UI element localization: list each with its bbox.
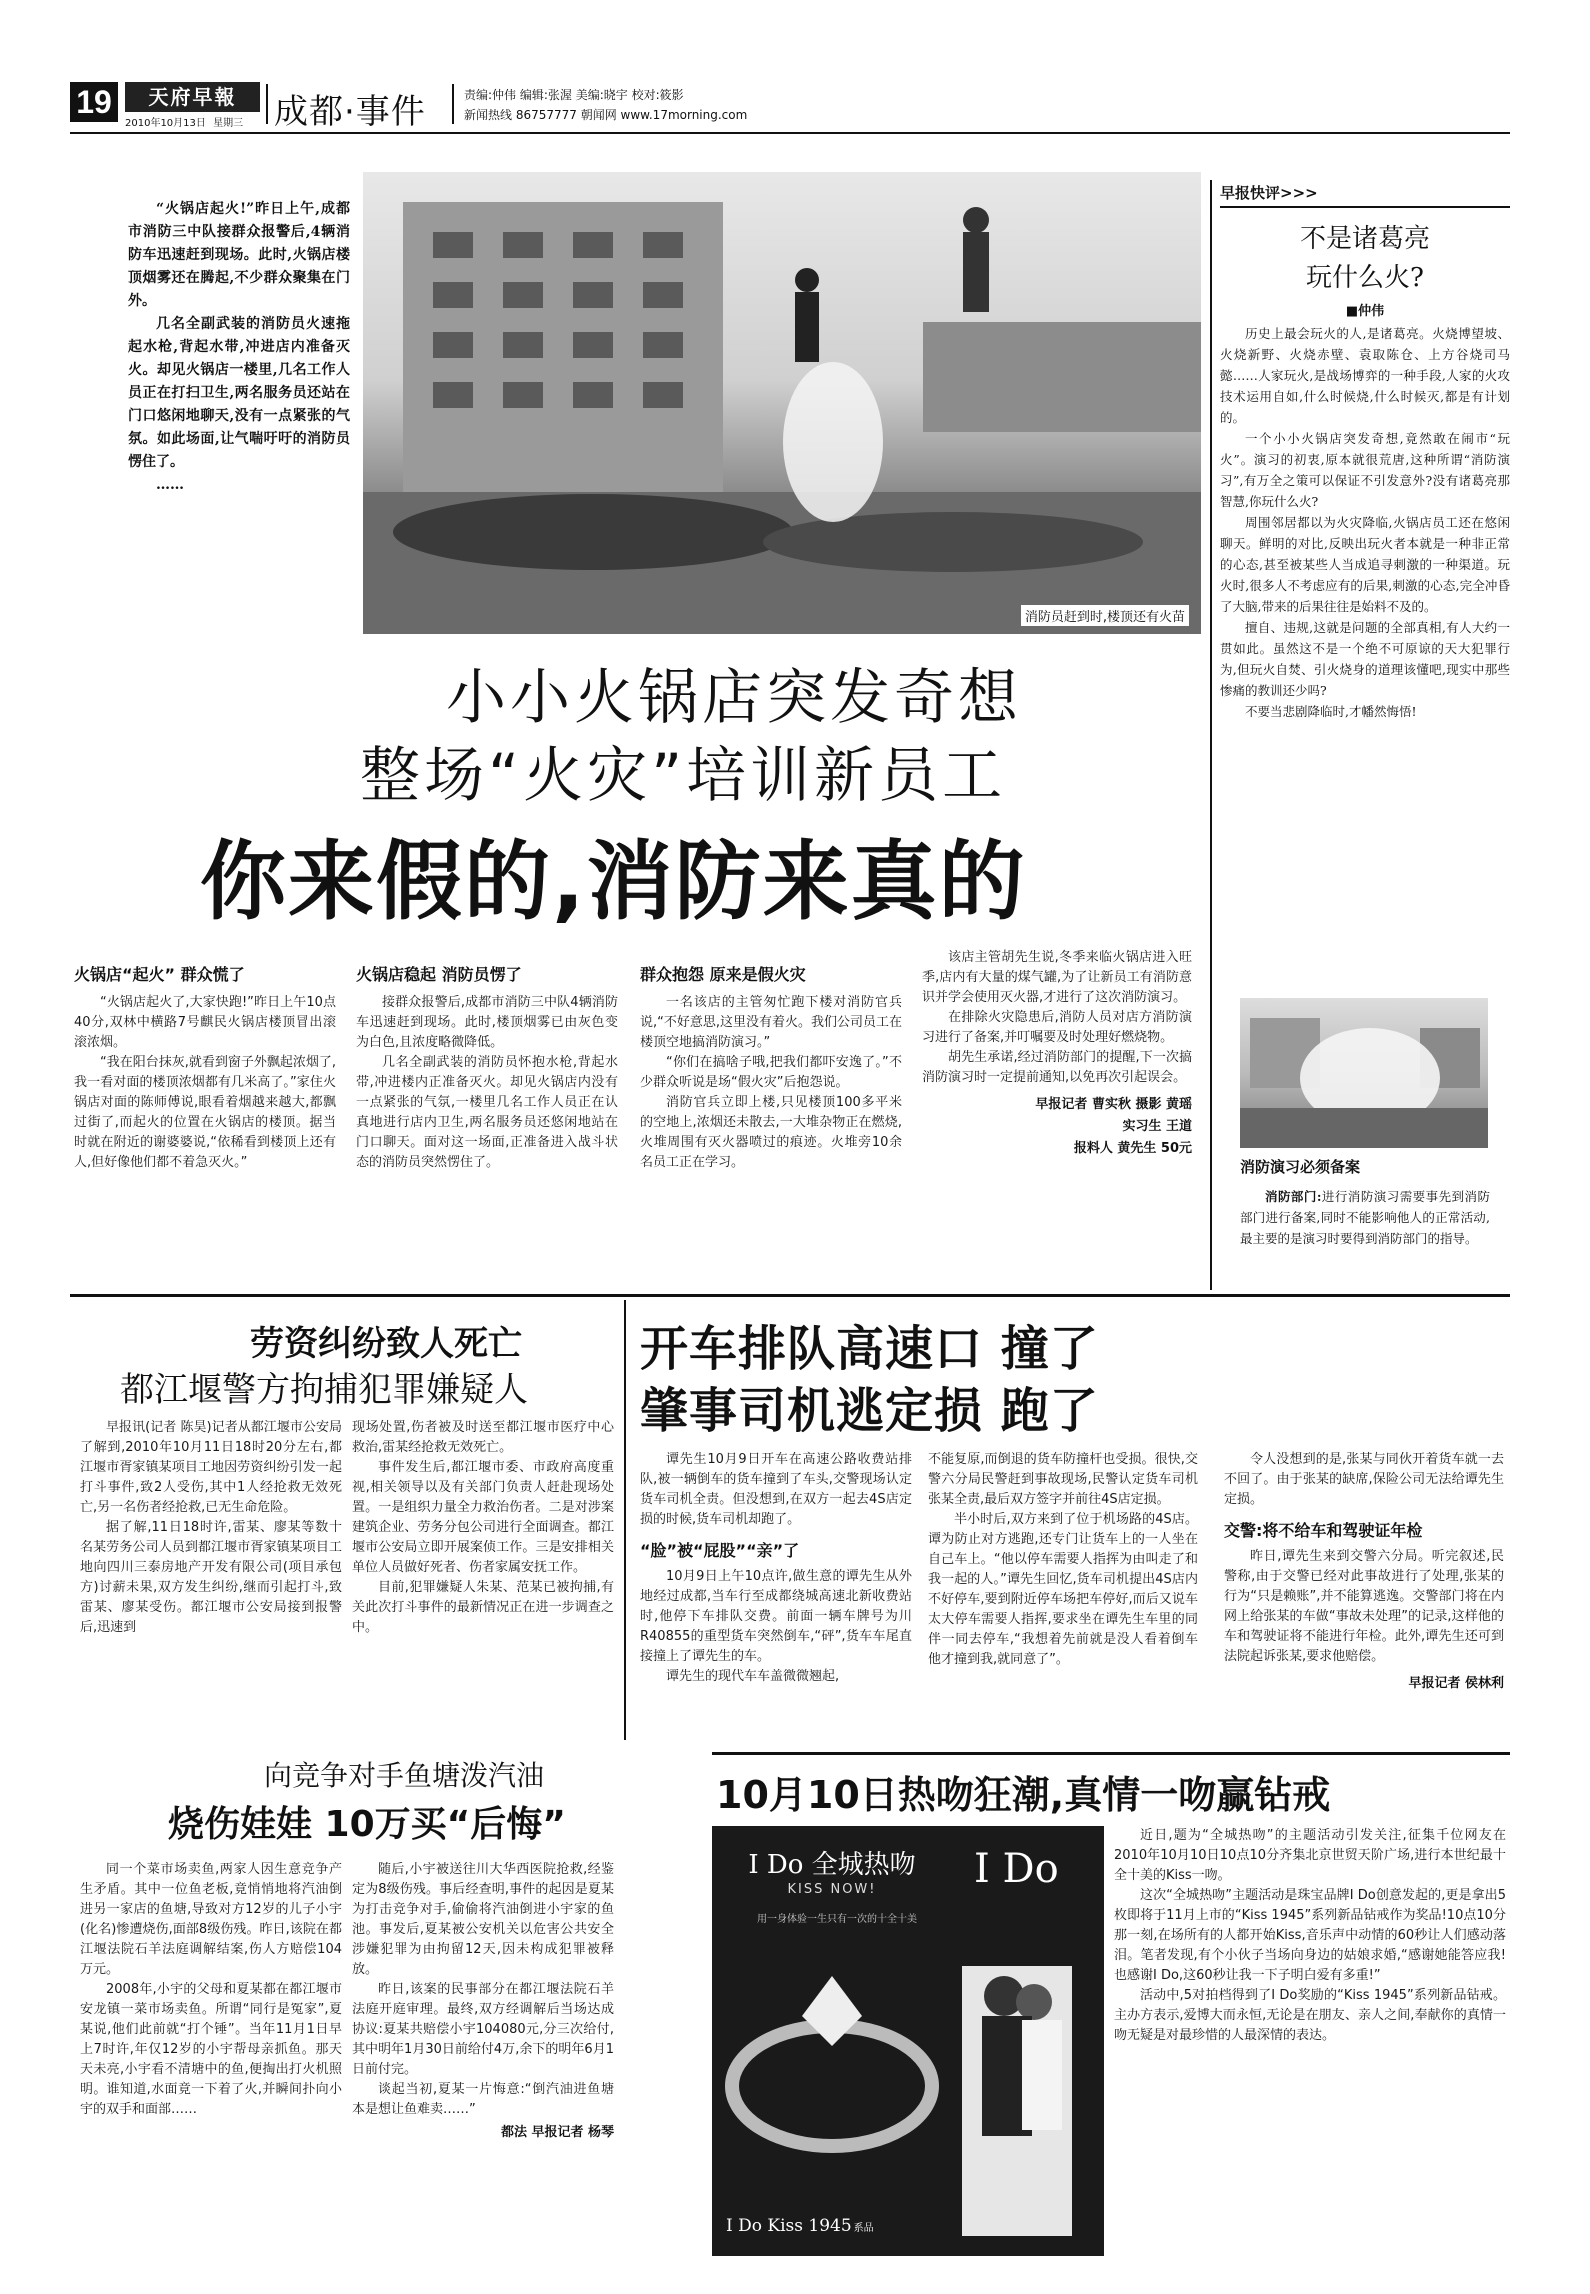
paragraph: 消防官兵立即上楼,只见楼顶100多平米的空地上,浓烟还未散去,一大堆杂物正在燃烧,火堆周围有灭火器喷过的痕迹。火堆旁10余名员工正在学习。 xyxy=(640,1095,902,1170)
paragraph: 谈起当初,夏某一片悔意:“倒汽油进鱼塘本是想让鱼难卖……” xyxy=(352,2082,614,2117)
date-text: 2010年10月13日 xyxy=(125,118,206,129)
byline: 早报记者 侯林利 xyxy=(1408,1676,1504,1691)
sidebar-title-2: 玩什么火? xyxy=(1306,263,1424,293)
editors-line: 责编:仲伟 编辑:张渥 美编:晓宇 校对:筱影 xyxy=(464,88,684,102)
note-label: 消防部门: xyxy=(1265,1189,1322,1204)
headline-line-1: 小小火锅店突发奇想 xyxy=(446,663,1022,733)
section-rule-1 xyxy=(70,1294,1510,1297)
story3-headline-2: 肇事司机逃定损 跑了 xyxy=(640,1383,1099,1439)
paragraph: 随后,小宇被送往川大华西医院抢救,经鉴定为8级伤残。事后经查明,事件的起因是夏某为打击竞争对手,偷偷将汽油倒进小宇家的鱼池。事发后,夏某被公安机关以危害公共安全涉嫌犯罪为由拘留12天,因未构成犯罪被释放。 xyxy=(352,1862,614,1977)
hotline-line: 新闻热线 86757777 朝闻网 www.17morning.com xyxy=(464,108,748,122)
paragraph: 半小时后,双方来到了位于机场路的4S店。谭为防止对方逃跑,还专门让货车上的一人坐在自己车上。“他以停车需要人指挥为由叫走了和我一起的人。”谭先生回忆,货车司机提出4S店内不好停车,要到附近停车场把车停好,而后又说车太大停车需要人指挥,要求坐在谭先生车里的同伴一同去停车,“我想着先前就是没人看着倒车他才撞到我,就同意了”。 xyxy=(928,1512,1198,1667)
lead-column-3 xyxy=(640,962,902,1173)
ad-subtitle: KISS NOW! xyxy=(787,1882,877,1897)
sidebar-commentary xyxy=(1220,182,1510,722)
intro-paragraph: 几名全副武装的消防员火速拖起水枪,背起水带,冲进店内准备灭火。却见火锅店一楼里,几名工作人员正在打扫卫生,两名服务员还站在门口悠闲地聊天,没有一点紧张的气氛。如此场面,让气喘吁吁的消防员愣住了。 xyxy=(128,316,350,470)
page-number: 19 xyxy=(70,82,118,122)
lead-intro xyxy=(128,198,350,497)
ad-brand-mark: I Do xyxy=(974,1846,1059,1892)
issue-date xyxy=(125,114,243,129)
paragraph: 近日,题为“全城热吻”的主题活动引发关注,征集千位网友在2010年10月10日10点10分齐集北京世贸天阶广场,进行本世纪最十全十美的Kiss一吻。 xyxy=(1114,1828,1506,1883)
ad-product-name xyxy=(726,2216,874,2236)
story2-headline-1: 劳资纠纷致人死亡 xyxy=(250,1324,522,1364)
ring-and-couple-illustration xyxy=(712,1936,1104,2256)
intro-ellipsis: …… xyxy=(156,477,184,493)
byline: 早报记者 曹实秋 摄影 黄瑶 xyxy=(1035,1097,1192,1112)
sidebar-label: 早报快评>>> xyxy=(1220,182,1510,208)
story2-headline-2: 都江堰警方拘捕犯罪嫌疑人 xyxy=(120,1370,528,1410)
byline: 都法 早报记者 杨琴 xyxy=(500,2125,614,2140)
paragraph: 昨日,该案的民事部分在都江堰法院石羊法庭开庭审理。最终,双方经调解后当场达成协议:夏某共赔偿小宇104080元,分三次给付,其中明年1月30日前给付4万,余下的明年6月1日前付完。 xyxy=(352,1982,614,2077)
paragraph: 不要当悲剧降临时,才幡然悔悟! xyxy=(1245,704,1417,719)
paragraph: 现场处置,伤者被及时送至都江堰市医疗中心救治,雷某经抢救无效死亡。 xyxy=(352,1420,614,1455)
intro-paragraph: “火锅店起火!”昨日上午,成都市消防三中队接群众报警后,4辆消防车迅速赶到现场。此时,火锅店楼顶烟雾还在腾起,不少群众聚集在门外。 xyxy=(128,201,350,309)
paragraph: 不能复原,而倒退的货车防撞杆也受损。很快,交警六分局民警赶到事故现场,民警认定货车司机张某全责,最后双方签字并前往4S店定损。 xyxy=(928,1452,1198,1507)
paragraph: 10月9日上午10点许,做生意的谭先生从外地经过成都,当车行至成都绕城高速北新收费站时,他停下车排队交费。前面一辆车牌号为川R40855的重型货车突然倒车,“砰”,货车车尾直接撞上了谭先生的车。 xyxy=(640,1569,912,1664)
paragraph: 2008年,小宇的父母和夏某都在都江堰市安龙镇一菜市场卖鱼。所谓“同行是冤家”,夏某说,他们此前就“打个锤”。当年11月1日早上7时许,年仅12岁的小宇帮母亲抓鱼。那天天未亮,小宇看不清塘中的鱼,便掏出打火机照明。谁知道,水面竟一下着了火,并瞬间扑向小宇的双手和面部…… xyxy=(80,1982,342,2117)
paragraph: 在排除火灾隐患后,消防人员对店方消防演习进行了备案,并叮嘱要及时处理好燃烧物。 xyxy=(922,1010,1192,1045)
byline: 报料人 黄先生 50元 xyxy=(1073,1141,1192,1156)
sidebar-title-1: 不是诸葛亮 xyxy=(1299,224,1430,254)
newspaper-logo: 天府早報 xyxy=(125,82,260,112)
paragraph: 历史上最会玩火的人,是诸葛亮。火烧博望坡、火烧新野、火烧赤壁、袁取陈仓、上方谷烧司马懿……人家玩火,是战场博弈的一种手段,人家的火攻技术运用自如,什么时候烧,什么时候灭,都是有计划的。 xyxy=(1220,326,1510,425)
paragraph: 一名该店的主管匆忙跑下楼对消防官兵说,“不好意思,这里没有着火。我们公司员工在楼顶空地搞消防演习。” xyxy=(640,995,902,1050)
drill-smoke-illustration xyxy=(1240,998,1488,1148)
paragraph: 擅自、违规,这就是问题的全部真相,有人大约一贯如此。虽然这不是一个绝不可原谅的天大犯罪行为,但玩火自焚、引火烧身的道理该懂吧,现实中那些惨痛的教训还少吗? xyxy=(1220,620,1510,698)
page-header xyxy=(70,82,1510,134)
sidebar-photo-drill xyxy=(1240,998,1488,1148)
paragraph: 接群众报警后,成都市消防三中队4辆消防车迅速赶到现场。此时,楼顶烟雾已由灰色变为白色,且浓度略微降低。 xyxy=(356,995,618,1050)
paragraph: “火锅店起火了,大家快跑!”昨日上午10点40分,双林中横路7号麒民火锅店楼顶冒出滚滚浓烟。 xyxy=(74,995,336,1050)
story3-column-2 xyxy=(928,1450,1198,1670)
section-title: 成都·事件 xyxy=(274,92,426,132)
story5-top-rule xyxy=(712,1752,1510,1755)
lead-column-2 xyxy=(356,962,618,1173)
paragraph: 该店主管胡先生说,冬季来临火锅店进入旺季,店内有大量的煤气罐,为了让新员工有消防意识并学会使用灭火器,才进行了这次消防演习。 xyxy=(922,950,1192,1005)
paragraph: 胡先生承诺,经过消防部门的提醒,下一次搞消防演习时一定提前通知,以免再次引起误会。 xyxy=(922,1050,1192,1085)
story4-column-1 xyxy=(80,1860,342,2120)
header-divider xyxy=(266,84,268,124)
subhead: 群众抱怨 原来是假火灾 xyxy=(640,965,806,984)
paragraph: 令人没想到的是,张某与同伙开着货车就一去不回了。由于张某的缺席,保险公司无法给谭先生定损。 xyxy=(1224,1452,1504,1507)
ad-product-label: I Do Kiss 1945 xyxy=(726,2216,852,2236)
headline-line-3: 你来假的,消防来真的 xyxy=(200,832,1027,932)
sidebar-photo-caption: 消防演习必须备案 xyxy=(1240,1158,1361,1176)
story2-column-2 xyxy=(352,1418,614,1638)
story4-headline-2: 烧伤娃娃 10万买“后悔” xyxy=(168,1804,566,1845)
paragraph: 昨日,谭先生来到交警六分局。听完叙述,民警称,由于交警已经对此事故进行了处理,张某的行为“只是赖账”,并不能算逃逸。交警部门将在内网上给张某的车做“事故未处理”的记录,这样他的车和驾驶证将不能进行年检。此外,谭先生还可到法院起诉张某,要求他赔偿。 xyxy=(1224,1549,1504,1664)
paragraph: “你们在搞啥子哦,把我们都吓安逸了。”不少群众听说是场“假火灾”后抱怨说。 xyxy=(640,1055,902,1090)
paragraph: 早报讯(记者 陈昊)记者从都江堰市公安局了解到,2010年10月11日18时20分左右,都江堰市胥家镇某项目工地因劳资纠纷引发一起打斗事件,致2人受伤,其中1人经抢救无效死亡,另一名伤者经抢救,已无生命危险。 xyxy=(80,1420,342,1515)
paragraph: 同一个菜市场卖鱼,两家人因生意竞争产生矛盾。其中一位鱼老板,竟悄悄地将汽油倒进另一家店的鱼塘,导致对方12岁的儿子小宇(化名)惨遭烧伤,面部8级伤残。昨日,该院在都江堰法院石羊法庭调解结案,伤人方赔偿104万元。 xyxy=(80,1862,342,1977)
photo-caption: 消防员赶到时,楼顶还有火苗 xyxy=(1021,605,1189,626)
paragraph: 几名全副武装的消防员怀抱水枪,背起水带,冲进楼内正准备灭火。却见火锅店内没有一点紧张的气氛,一楼里几名工作人员正在认真地进行店内卫生,两名服务员还悠闲地站在门口聊天。面对这一场面,正准备进入战斗状态的消防员突然愣住了。 xyxy=(356,1055,618,1170)
paragraph: 据了解,11日18时许,雷某、廖某等数十名某劳务公司人员到都江堰市胥家镇某项目工地向四川三泰房地产开发有限公司(项目承包方)讨薪未果,双方发生纠纷,继而引起打斗,致雷某、廖某受伤。都江堰市公安局接到报警后,迅速到 xyxy=(80,1520,342,1635)
lead-column-1 xyxy=(74,962,336,1173)
paragraph: 谭先生的现代车车盖微微翘起, xyxy=(666,1669,840,1684)
paragraph: 活动中,5对拍档得到了I Do奖励的“Kiss 1945”系列新品钻戒。主办方表示,爱博大而永恒,无论是在朋友、亲人之间,奉献你的真情一吻无疑是对最珍惜的人最深情的表达。 xyxy=(1114,1988,1506,2043)
story4-headline-1: 向竞争对手鱼塘泼汽油 xyxy=(264,1759,545,1792)
story4-column-2 xyxy=(352,1860,614,2144)
kiss-now-advertisement xyxy=(712,1826,1104,2256)
byline: 实习生 王道 xyxy=(1122,1119,1192,1134)
lead-column-4 xyxy=(922,948,1192,1160)
note-text: 进行消防演习需要事先到消防部门进行备案,同时不能影响他人的正常活动,最主要的是演习时要得到消防部门的指导。 xyxy=(1240,1189,1490,1246)
story3-column-3 xyxy=(1224,1450,1504,1695)
story3-headline-1: 开车排队高速口 撞了 xyxy=(640,1321,1099,1377)
ad-product-tail: 系品 xyxy=(853,2223,874,2234)
paragraph: 周围邻居都以为火灾降临,火锅店员工还在悠闲聊天。鲜明的对比,反映出玩火者本就是一种非正常的心态,甚至被某些人当成追寻刺激的一种渠道。玩火时,很多人不考虑应有的后果,刺激的心态,完全冲昏了大脑,带来的后果往往是始料不及的。 xyxy=(1220,515,1510,614)
sidebar-body xyxy=(1220,323,1510,722)
weekday-text: 星期三 xyxy=(213,118,244,129)
ad-tagline: 用一身体验一生只有一次的十全十美 xyxy=(757,1914,917,1925)
sidebar-note xyxy=(1240,1186,1490,1249)
sidebar-author: ■仲伟 xyxy=(1345,304,1385,319)
paragraph: 谭先生10月9日开车在高速公路收费站排队,被一辆倒车的货车撞到了车头,交警现场认定货车司机全责。但没想到,在双方一起去4S店定损的时候,货车司机却跑了。 xyxy=(640,1452,912,1527)
ad-title: I Do 全城热吻 xyxy=(748,1850,916,1880)
middle-column-divider xyxy=(624,1300,626,1740)
subhead: 交警:将不给车和驾驶证年检 xyxy=(1224,1521,1423,1540)
lead-photo-fire-scene xyxy=(363,172,1201,634)
subhead: 火锅店稳起 消防员愣了 xyxy=(356,965,522,984)
subhead: 火锅店“起火” 群众慌了 xyxy=(74,965,245,984)
story2-column-1 xyxy=(80,1418,342,1638)
story5-body xyxy=(1114,1826,1506,2046)
header-divider-2 xyxy=(452,84,454,124)
paragraph: 目前,犯罪嫌疑人朱某、范某已被拘捕,有关此次打斗事件的最新情况正在进一步调查之中。 xyxy=(352,1580,614,1635)
fire-scene-illustration xyxy=(363,172,1201,634)
paragraph: “我在阳台抹灰,就看到窗子外飘起浓烟了,我一看对面的楼顶浓烟都有几米高了。”家住火锅店对面的陈师傅说,眼看着烟越来越大,都飘过街了,而起火的位置在火锅店的楼顶。据当时就在附近的谢婆婆说,“依稀看到楼顶上还有人,但好像他们都不着急灭火。” xyxy=(74,1055,336,1170)
headline-line-2: 整场“火灾”培训新员工 xyxy=(360,741,1007,811)
paragraph: 一个小小火锅店突发奇想,竟然敢在闹市“玩火”。演习的初衷,原本就很荒唐,这种所谓“消防演习”,有万全之策可以保证不引发意外?没有诸葛亮那智慧,你玩什么火? xyxy=(1220,431,1510,509)
sidebar-divider xyxy=(1210,180,1212,1290)
paragraph: 事件发生后,都江堰市委、市政府高度重视,相关领导以及有关部门负责人赶赴现场处置。一是组织力量全力救治伤者。二是对涉案建筑企业、劳务分包公司进行全面调查。都江堰市公安局立即开展案侦工作。三是安排相关单位人员做好死者、伤者家属安抚工作。 xyxy=(352,1460,614,1575)
story3-column-1 xyxy=(640,1450,912,1687)
header-rule xyxy=(70,132,1510,134)
story5-headline: 10月10日热吻狂潮,真情一吻赢钻戒 xyxy=(716,1773,1331,1817)
paragraph: 这次“全城热吻”主题活动是珠宝品牌I Do创意发起的,更是拿出5枚即将于11月上市的“Kiss 1945”系列新品钻戒作为奖品!10点10分那一刻,在场所有的人都开始Kiss,音乐声中动情的60秒让人们感动落泪。笔者发现,有个小伙子当场向身边的姑娘求婚,“感谢她能答应我!也感谢I Do,这60秒让我一下子明白爱有多重!” xyxy=(1114,1888,1506,1983)
subhead: “脸”被“屁股”“亲”了 xyxy=(640,1541,800,1560)
